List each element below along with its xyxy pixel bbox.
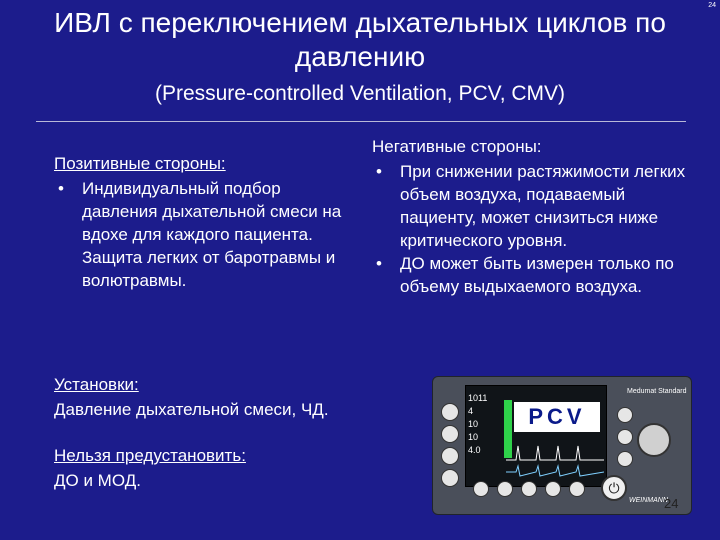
mode-label: PCV xyxy=(514,402,600,432)
device-button xyxy=(497,481,513,497)
slide-number-top: 24 xyxy=(708,2,716,9)
device-button xyxy=(441,447,459,465)
settings-section xyxy=(54,373,414,492)
negative-bullet xyxy=(372,252,702,298)
device-button xyxy=(617,429,633,445)
device-button xyxy=(441,403,459,421)
device-screen xyxy=(465,385,607,487)
page-number: 24 xyxy=(664,496,679,511)
device-button xyxy=(473,481,489,497)
positive-section xyxy=(54,152,354,292)
cannot-preset-heading: Нельзя предустановить: xyxy=(54,446,246,465)
settings-heading: Установки: xyxy=(54,375,139,394)
negative-bullet xyxy=(372,160,702,252)
ventilator-device-image xyxy=(432,376,692,515)
device-button xyxy=(441,469,459,487)
bullet-icon: • xyxy=(376,162,382,181)
negative-bullet-text: При снижении растяжимости легких объем воздуха, подаваемый пациенту, может снизиться ниже критического уровня. xyxy=(400,162,686,250)
negative-heading: Негативные стороны: xyxy=(372,137,542,156)
slide-subtitle: (Pressure-controlled Ventilation, PCV, CMV) xyxy=(154,82,566,105)
waveform-icon xyxy=(506,440,604,478)
positive-bullet-text: Индивидуальный подбор давления дыхательной смеси на вдохе для каждого пациента. Защита легких от баротравмы и волютравмы. xyxy=(82,179,342,290)
device-brand: WEINMANN xyxy=(629,497,668,504)
device-knob xyxy=(637,423,671,457)
device-button xyxy=(545,481,561,497)
positive-heading: Позитивные стороны: xyxy=(54,154,226,173)
device-button xyxy=(521,481,537,497)
divider xyxy=(36,121,686,122)
slide-title: ИВЛ с переключением дыхательных циклов по давлению xyxy=(54,7,666,72)
device-readouts: 1011 4 10 10 4.0 xyxy=(468,393,488,455)
device-model-label: Medumat Standard xyxy=(627,388,687,395)
bullet-icon: • xyxy=(376,254,382,273)
negative-bullet-text: ДО может быть измерен только по объему выдыхаемого воздуха. xyxy=(400,254,674,296)
bullet-icon: • xyxy=(58,179,64,198)
cannot-preset-text: ДО и МОД. xyxy=(54,471,141,490)
device-button xyxy=(441,425,459,443)
negative-section xyxy=(372,135,702,298)
device-button xyxy=(569,481,585,497)
device-button xyxy=(617,451,633,467)
positive-bullet xyxy=(54,177,354,292)
device-button xyxy=(617,407,633,423)
settings-text: Давление дыхательной смеси, ЧД. xyxy=(54,400,329,419)
power-icon: ⏻ xyxy=(601,475,627,501)
